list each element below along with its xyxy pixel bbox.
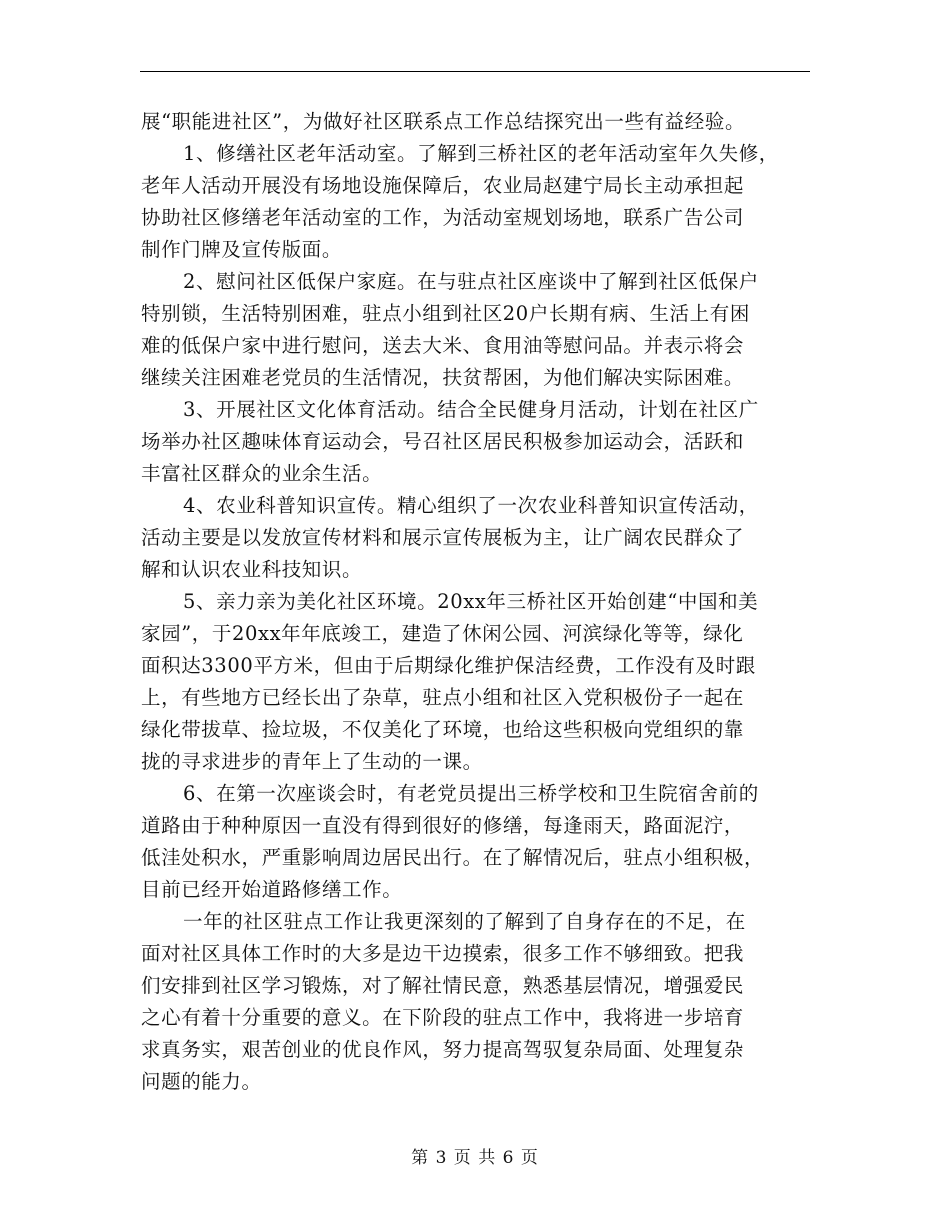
text-line: 5、亲力亲为美化社区环境。20xx年三桥社区开始创建“中国和美 <box>183 590 759 613</box>
text-line: 制作门牌及宣传版面。 <box>141 238 343 261</box>
text-line: 上，有些地方已经长出了杂草，驻点小组和社区入党积极份子一起在 <box>141 686 745 709</box>
text-line: 目前已经开始道路修缮工作。 <box>141 878 403 901</box>
text-line: 低洼处积水，严重影响周边居民出行。在了解情况后，驻点小组积极， <box>141 846 765 869</box>
text-line: 3、开展社区文化体育活动。结合全民健身月活动，计划在社区广 <box>183 398 759 421</box>
text-line: 拢的寻求进步的青年上了生动的一课。 <box>141 750 483 773</box>
text-line: 难的低保户家中进行慰问，送去大米、食用油等慰问品。并表示将会 <box>141 334 745 357</box>
text-line: 老年人活动开展没有场地设施保障后，农业局赵建宁局长主动承担起 <box>141 174 745 197</box>
text-line: 之心有着十分重要的意义。在下阶段的驻点工作中，我将进一步培育 <box>141 1006 745 1029</box>
text-line: 面积达3300平方米，但由于后期绿化维护保洁经费，工作没有及时跟 <box>141 654 756 677</box>
text-line: 6、在第一次座谈会时，有老党员提出三桥学校和卫生院宿舍前的 <box>183 782 759 805</box>
text-line: 绿化带拔草、捡垃圾，不仅美化了环境，也给这些积极向党组织的靠 <box>141 718 745 741</box>
text-line: 们安排到社区学习锻炼，对了解社情民意，熟悉基层情况，增强爱民 <box>141 974 745 997</box>
text-line: 活动主要是以发放宣传材料和展示宣传展板为主，让广阔农民群众了 <box>141 526 745 549</box>
text-line: 场举办社区趣味体育运动会，号召社区居民积极参加运动会，活跃和 <box>141 430 745 453</box>
document-body <box>141 106 811 1098</box>
text-line: 一年的社区驻点工作让我更深刻的了解到了自身存在的不足，在 <box>183 910 746 933</box>
text-line: 求真务实，艰苦创业的优良作风，努力提高驾驭复杂局面、处理复杂 <box>141 1038 745 1061</box>
text-line: 展“职能进社区”，为做好社区联系点工作总结探究出一些有益经验。 <box>141 110 746 133</box>
text-line: 1、修缮社区老年活动室。了解到三桥社区的老年活动室年久失修， <box>183 142 779 165</box>
text-line: 问题的能力。 <box>141 1070 262 1093</box>
text-line: 面对社区具体工作时的大多是边干边摸索，很多工作不够细致。把我 <box>141 942 745 965</box>
text-line: 继续关注困难老党员的生活情况，扶贫帮困，为他们解决实际困难。 <box>141 366 745 389</box>
text-line: 道路由于种种原因一直没有得到很好的修缮，每逢雨天，路面泥泞， <box>141 814 745 837</box>
text-line: 协助社区修缮老年活动室的工作，为活动室规划场地，联系广告公司 <box>141 206 745 229</box>
text-line: 2、慰问社区低保户家庭。在与驻点社区座谈中了解到社区低保户 <box>183 270 759 293</box>
text-line: 4、农业科普知识宣传。精心组织了一次农业科普知识宣传活动， <box>183 494 759 517</box>
text-line: 家园”，于20xx年年底竣工，建造了休闲公园、河滨绿化等等，绿化 <box>141 622 744 645</box>
text-line: 解和认识农业科技知识。 <box>141 558 363 581</box>
page-number-footer: 第 3 页 共 6 页 <box>411 1148 539 1168</box>
text-line: 丰富社区群众的业余生活。 <box>141 462 383 485</box>
header-rule <box>140 71 810 72</box>
text-line: 特别锁，生活特别困难，驻点小组到社区20户长期有病、生活上有困 <box>141 302 750 325</box>
